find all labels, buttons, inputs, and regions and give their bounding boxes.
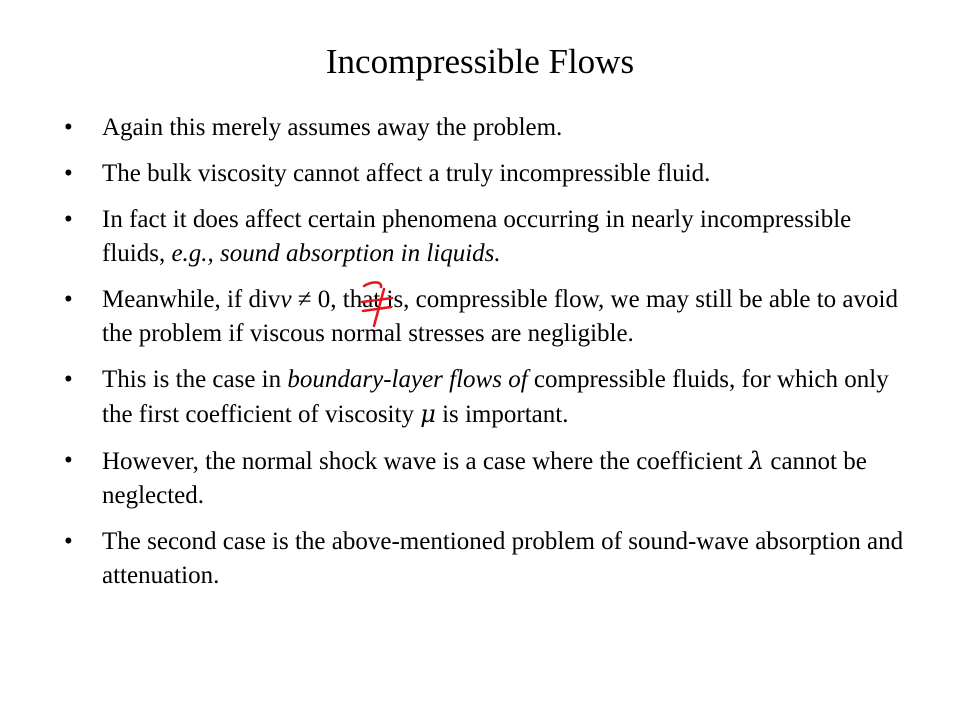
bullet-text-italic: boundary-layer flows of bbox=[287, 366, 528, 393]
bullet-dot: • bbox=[64, 114, 73, 141]
bullet-text: compressible fluids, for which only the first coefficient of viscosity bbox=[102, 366, 889, 428]
bullet-text: cannot be neglected. bbox=[102, 448, 867, 509]
bullet-item-2 bbox=[0, 157, 960, 191]
bullet-item-1 bbox=[0, 111, 960, 145]
bullet-text: Again this merely assumes away the problem. bbox=[102, 114, 563, 141]
slide-title: Incompressible Flows bbox=[325, 42, 635, 81]
bullet-text: In fact it does affect certain phenomena occurring in nearly incompressible fluids, bbox=[102, 206, 852, 267]
bullet-dot: • bbox=[64, 160, 73, 187]
bullet-text: This is the case in bbox=[102, 366, 288, 393]
bullet-text: The bulk viscosity cannot affect a truly incompressible fluid. bbox=[102, 160, 711, 187]
velocity-symbol: v bbox=[280, 286, 292, 313]
bullet-text: is important. bbox=[435, 401, 569, 428]
bullet-dot: • bbox=[64, 206, 73, 233]
bullet-item-3 bbox=[0, 203, 960, 271]
bullet-item-7 bbox=[0, 525, 960, 593]
bullet-dot: • bbox=[64, 447, 73, 474]
bullet-item-4 bbox=[0, 283, 960, 351]
bullet-dot: • bbox=[64, 286, 73, 313]
bullet-item-6 bbox=[0, 444, 960, 513]
bullet-text: ≠ 0, that is, compressible flow, we may still be able to avoid the problem if viscous normal stresses are negligible. bbox=[102, 286, 898, 347]
bullet-list bbox=[0, 111, 960, 605]
lambda-symbol: λ bbox=[748, 447, 765, 475]
bullet-text: The second case is the above-mentioned problem of sound-wave absorption and attenuation. bbox=[102, 528, 904, 589]
bullet-item-5 bbox=[0, 363, 960, 432]
bullet-dot: • bbox=[64, 366, 73, 393]
bullet-dot: • bbox=[64, 528, 73, 555]
bullet-text: However, the normal shock wave is a case where the coefficient bbox=[102, 448, 749, 475]
mu-symbol: μ bbox=[420, 400, 436, 428]
bullet-text: Meanwhile, if div bbox=[102, 286, 281, 313]
bullet-text-italic: e.g., sound absorption in liquids. bbox=[171, 240, 501, 267]
